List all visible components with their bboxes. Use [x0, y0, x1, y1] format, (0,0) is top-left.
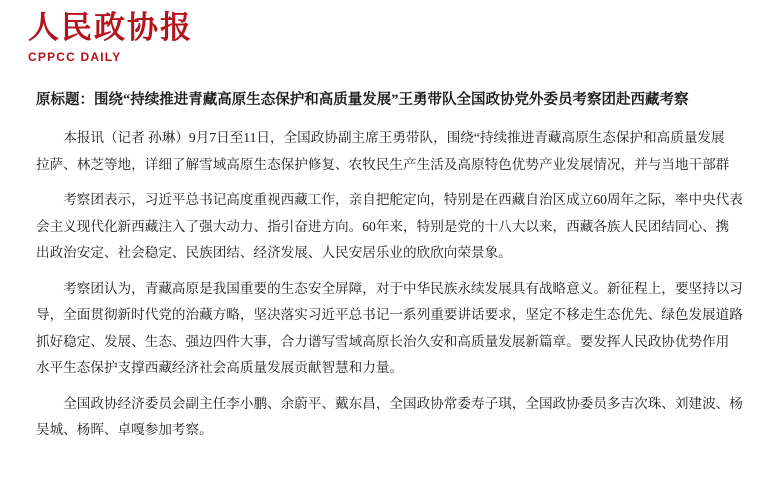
article-headline: 原标题：围绕“持续推进青藏高原生态保护和高质量发展”王勇带队全国政协党外委员考察团赴西藏考察	[36, 91, 689, 108]
masthead-title-cn: 人民政协报	[28, 10, 193, 45]
paragraph-line: 全国政协经济委员会副主任李小鹏、余蔚平、戴东昌，全国政协常委寿子琪，全国政协委员多吉次珠、刘建波、杨	[63, 395, 743, 411]
paragraph-1	[36, 125, 756, 178]
paragraph-line: 考察团表示，习近平总书记高度重视西藏工作，亲自把舵定向，特别是在西藏自治区成立60周年之际，率中央代表	[63, 192, 743, 208]
paragraph-line: 水平生态保护支撑西藏经济社会高质量发展贡献智慧和力量。	[36, 360, 404, 376]
masthead-title-en: CPPCC DAILY	[28, 49, 122, 64]
paragraph-line: 导，全面贯彻新时代党的治藏方略，坚决落实习近平总书记一系列重要讲话要求，坚定不移走生态优先、绿色发展道路	[36, 307, 743, 323]
paragraph-line: 出政治安定、社会稳定、民族团结、经济发展、人民安居乐业的欣欣向荣景象。	[36, 245, 512, 261]
paragraph-3	[36, 276, 756, 382]
paragraph-line: 考察团认为，青藏高原是我国重要的生态安全屏障，对于中华民族永续发展具有战略意义。新征程上，要坚持以习	[63, 280, 743, 296]
paragraph-2	[36, 187, 756, 267]
masthead	[0, 0, 778, 68]
paragraph-line: 抓好稳定、发展、生态、强边四件大事，合力谱写雪域高原长治久安和高质量发展新篇章。要发挥人民政协优势作用	[36, 333, 730, 349]
article-body	[0, 90, 778, 444]
paragraph-line: 拉萨、林芝等地，详细了解雪域高原生态保护修复、农牧民生产生活及高原特色优势产业发展情况，并与当地干部群	[36, 156, 730, 172]
paragraph-4	[36, 391, 756, 444]
paragraph-line: 会主义现代化新西藏注入了强大动力、指引奋进方向。60年来，特别是党的十八大以来，西藏各族人民团结同心、携	[36, 218, 730, 234]
paragraph-line: 本报讯（记者 孙琳）9月7日至11日，全国政协副主席王勇带队，围绕“持续推进青藏高原生态保护和高质量发展	[63, 130, 725, 146]
paragraph-line: 吴城、杨晖、卓嘎参加考察。	[36, 422, 213, 438]
